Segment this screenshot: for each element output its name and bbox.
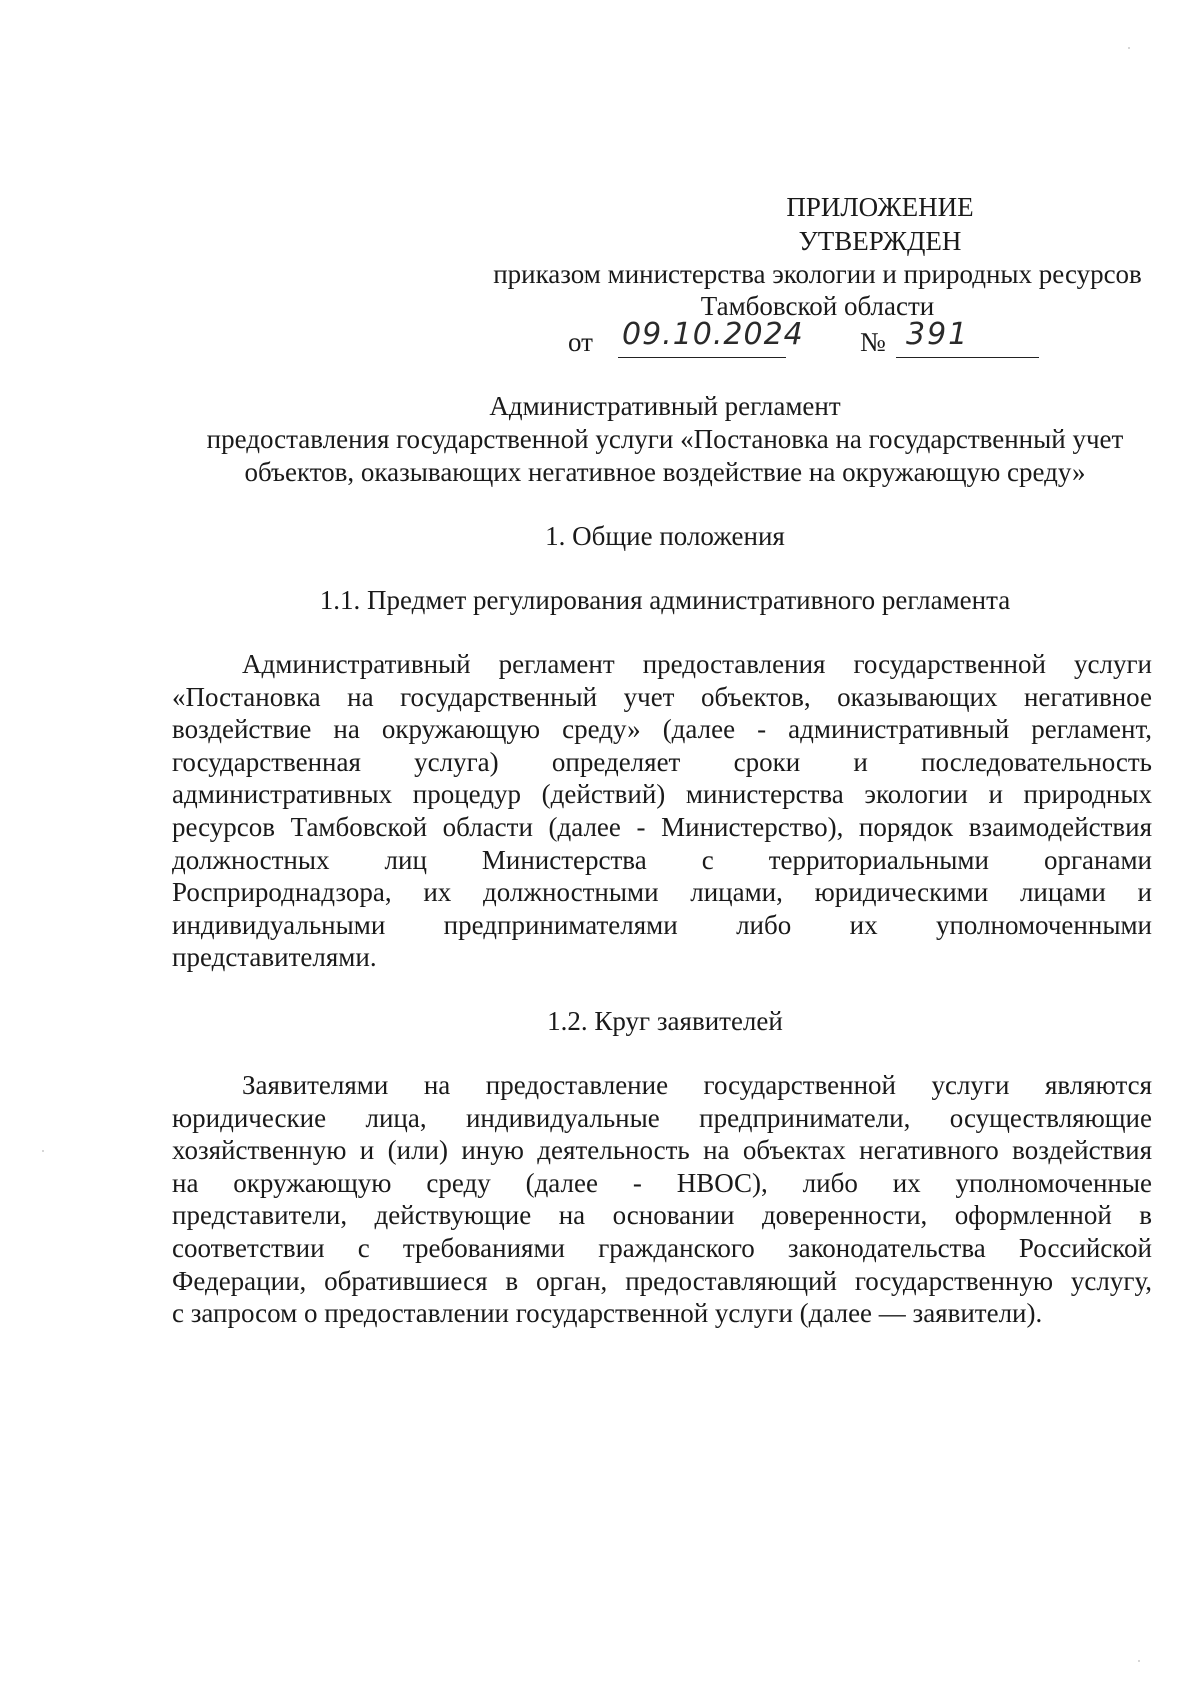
section-heading-1-2: 1.2. Круг заявителей (547, 1006, 783, 1036)
document-title-line-2: предоставления государственной услуги «Постановка на государственный учет (206, 424, 1124, 454)
text-line: юридические лица, индивидуальные предприниматели, осуществляющие (172, 1102, 1152, 1133)
order-issuer: приказом министерства экологии и природных ресурсов (493, 259, 1142, 289)
number-label: № (860, 327, 886, 357)
text-line: представителями. (172, 942, 377, 973)
text-line: Административный регламент предоставления государственной услуги (242, 649, 1152, 679)
order-region: Тамбовской области (700, 291, 935, 321)
text-line: Федерации, обратившиеся в орган, предоставляющий государственную услугу, (172, 1265, 1152, 1296)
handwritten-date: 09.10.2024 (622, 317, 804, 352)
text-line: ресурсов Тамбовской области (далее - Министерство), порядок взаимодействия (172, 811, 1152, 842)
text-line: соответствии с требованиями гражданского законодательства Российской (172, 1232, 1152, 1263)
text-line: на окружающую среду (далее - НВОС), либо их уполномоченные (172, 1167, 1152, 1198)
scan-speck (42, 1150, 44, 1152)
text-line: государственная услуга) определяет сроки и последовательность (172, 746, 1152, 777)
text-line: Заявителями на предоставление государственной услуги являются (242, 1070, 1152, 1100)
paragraph-subject (172, 648, 1152, 974)
text-line: с запросом о предоставлении государственной услуги (далее — заявители). (172, 1298, 1043, 1329)
text-line: хозяйственную и (или) иную деятельность на объектах негативного воздействия (172, 1135, 1152, 1166)
section-heading-1-1: 1.1. Предмет регулирования административного регламента (319, 585, 1011, 615)
date-underline (618, 357, 786, 358)
paragraph-applicants (172, 1069, 1152, 1330)
text-line: административных процедур (действий) министерства экологии и природных (172, 779, 1152, 810)
text-line: индивидуальными предпринимателями либо их уполномоченными (172, 909, 1152, 940)
date-label: от (568, 327, 593, 357)
document-title-line-1: Административный регламент (489, 391, 841, 421)
text-line: Росприроднадзора, их должностными лицами, юридическими лицами и (172, 877, 1152, 908)
handwritten-number: 391 (906, 317, 970, 352)
section-heading-1: 1. Общие положения (545, 521, 785, 551)
approved-heading: УТВЕРЖДЕН (798, 226, 962, 256)
text-line: должностных лиц Министерства с территориальными органами (172, 844, 1152, 875)
appendix-heading: ПРИЛОЖЕНИЕ (786, 192, 974, 222)
text-line: воздействие на окружающую среду» (далее - административный регламент, (172, 714, 1152, 745)
scan-speck (1138, 1660, 1140, 1662)
document-title-line-3: объектов, оказывающих негативное воздействие на окружающую среду» (244, 457, 1086, 487)
text-line: представители, действующие на основании доверенности, оформленной в (172, 1200, 1152, 1231)
number-underline (896, 357, 1039, 358)
scan-speck (1128, 47, 1130, 49)
text-line: «Постановка на государственный учет объектов, оказывающих негативное (172, 681, 1152, 712)
